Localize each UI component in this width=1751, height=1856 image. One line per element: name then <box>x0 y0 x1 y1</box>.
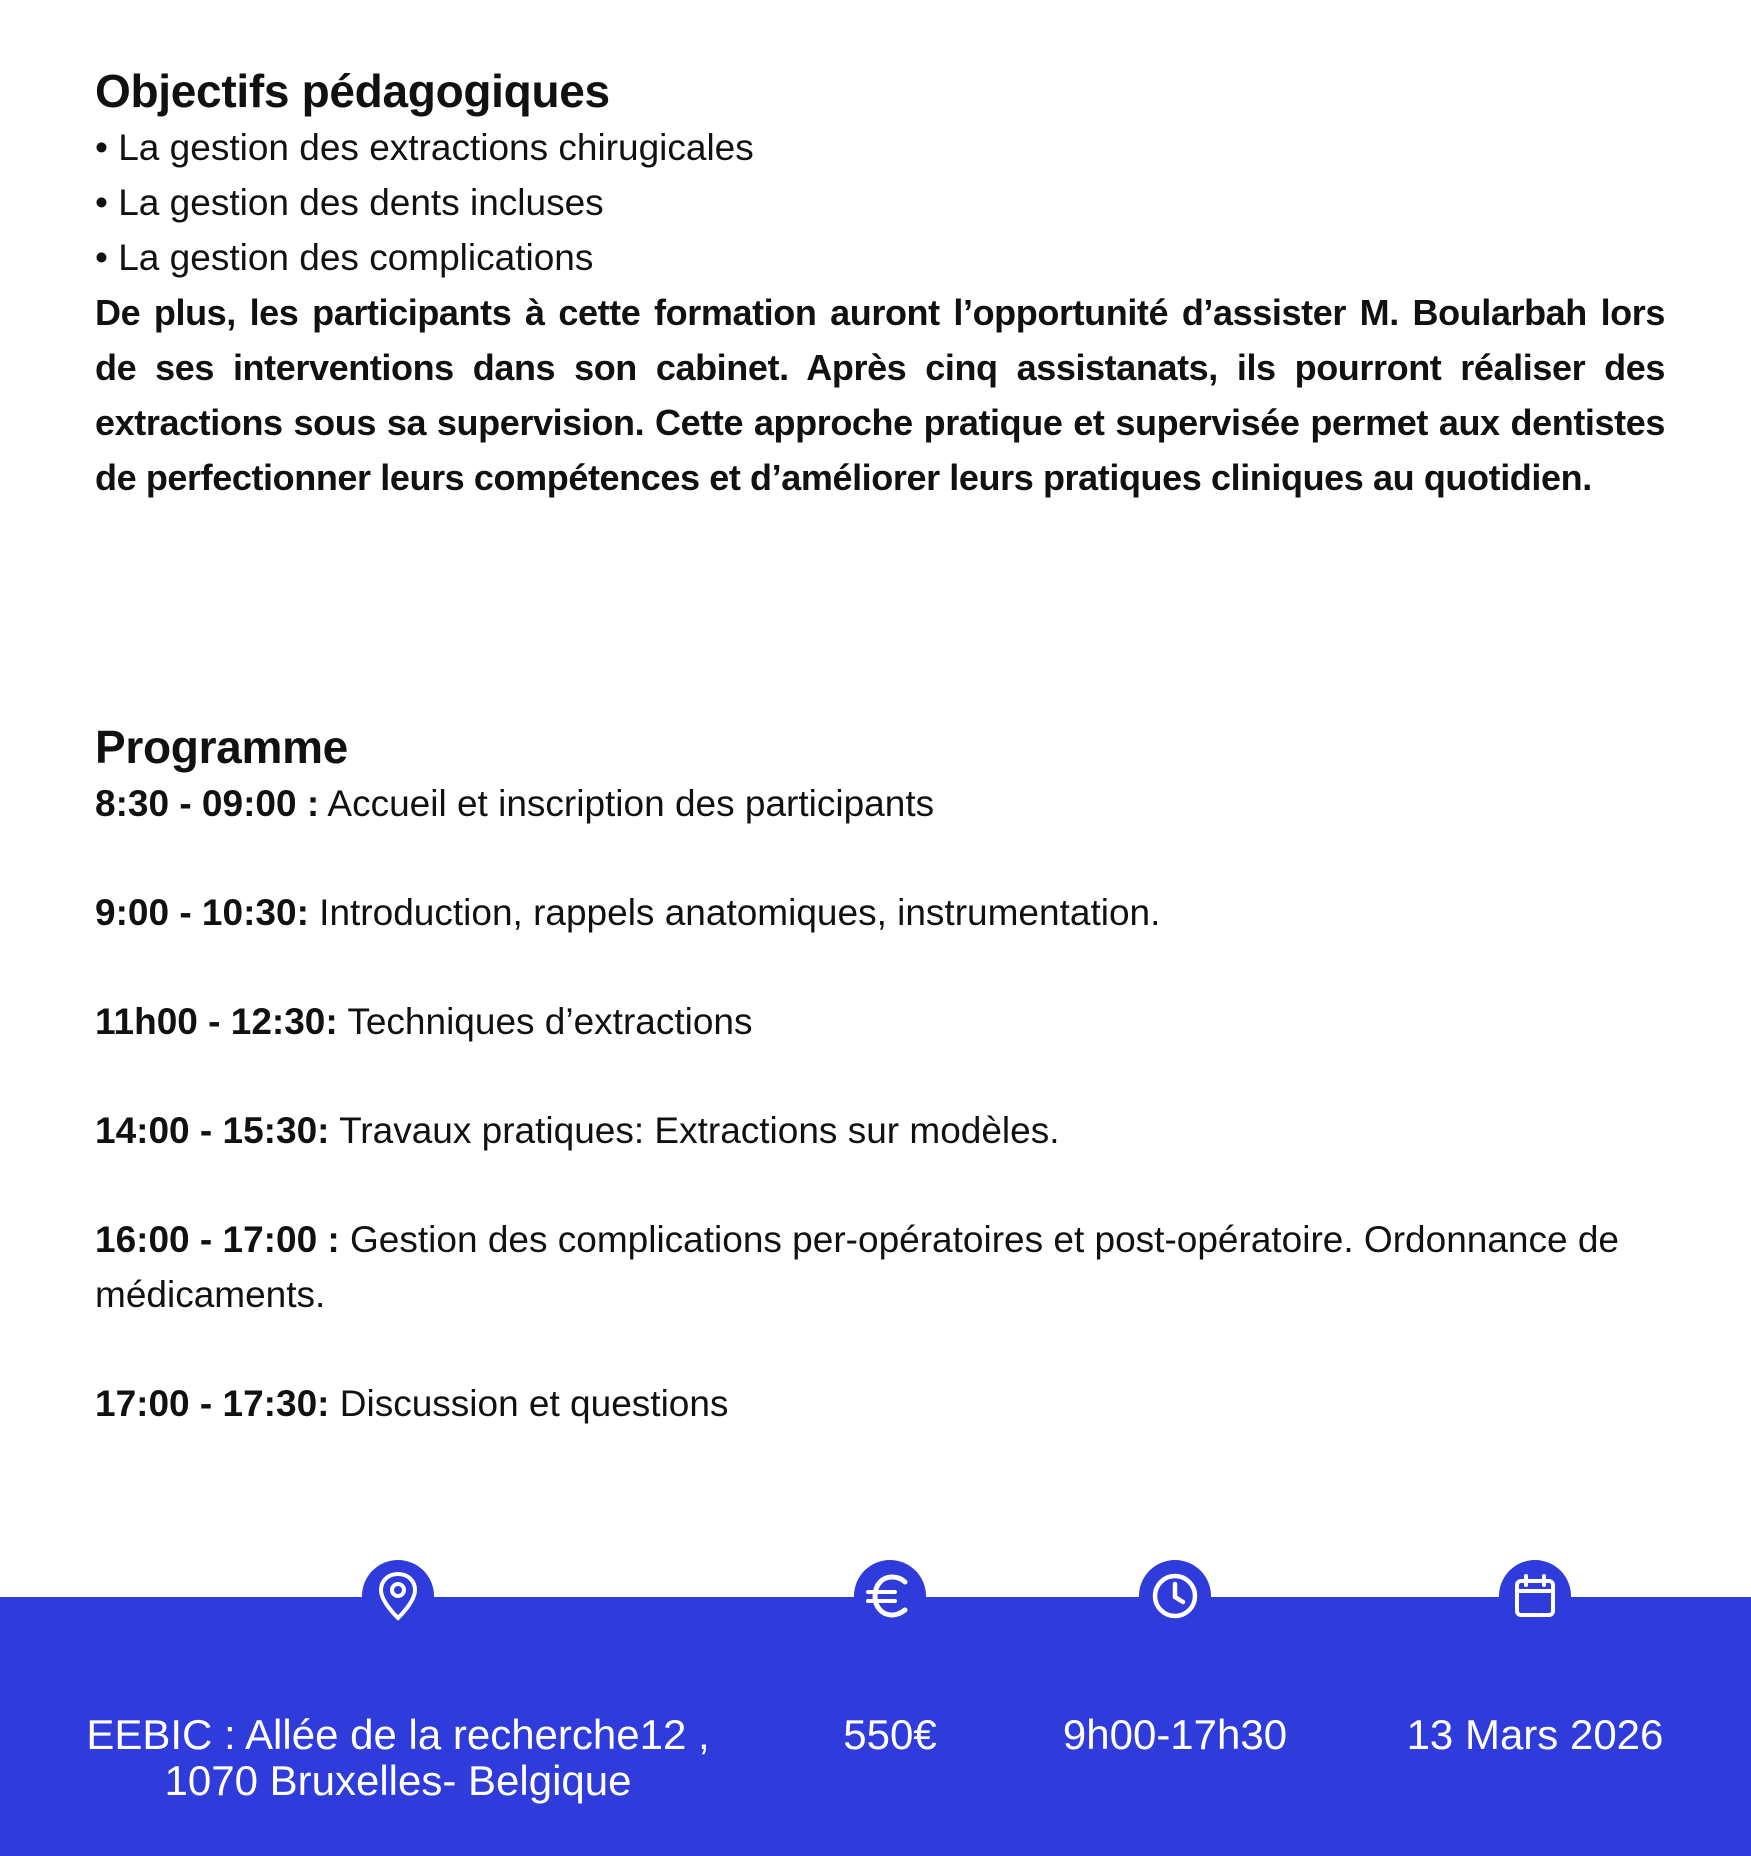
programme-entry <box>95 1212 1655 1322</box>
programme-text: Travaux pratiques: Extractions sur modèles. <box>329 1110 1060 1151</box>
programme-time: 8:30 - 09:00 : <box>95 783 320 824</box>
programme-time: 17:00 - 17:30: <box>95 1383 330 1424</box>
programme-entry <box>95 994 1655 1049</box>
info-date <box>1380 1560 1690 1758</box>
programme-text: Techniques d’extractions <box>337 1001 753 1042</box>
programme-time: 16:00 - 17:00 : <box>95 1219 340 1260</box>
info-hours <box>1040 1560 1310 1758</box>
programme-time: 9:00 - 10:30: <box>95 892 309 933</box>
objectifs-paragraph: De plus, les participants à cette formation auront l’opportunité d’assister M. Boularbah lors de ses interventions dans son cabinet. Après cinq assistanats, ils pourront réaliser des extractions sous sa supervision. Cette approche pratique et supervisée permet aux dentistes de perfectionner leurs compétences et d’améliorer leurs pratiques cliniques au quotidien. <box>95 292 1665 498</box>
programme-title: Programme <box>95 721 348 773</box>
programme-text: Accueil et inscription des participants <box>319 783 935 824</box>
programme-entry <box>95 1376 1655 1431</box>
info-price <box>790 1560 990 1758</box>
hours-text: 9h00-17h30 <box>1062 1711 1288 1758</box>
location-line2: 1070 Bruxelles- Belgique <box>164 1757 632 1804</box>
info-location <box>78 1560 718 1804</box>
objectif-item: • La gestion des complications <box>95 237 594 278</box>
objectif-item: • La gestion des dents incluses <box>95 182 604 223</box>
programme-text: Discussion et questions <box>329 1383 729 1424</box>
date-text: 13 Mars 2026 <box>1406 1711 1664 1758</box>
programme-time: 14:00 - 15:30: <box>95 1110 330 1151</box>
calendar-icon <box>1499 1560 1571 1632</box>
objectif-item: • La gestion des extractions chirugicales <box>95 127 754 168</box>
price-text: 550€ <box>843 1711 937 1758</box>
location-text <box>78 1712 718 1804</box>
clock-icon <box>1139 1560 1211 1632</box>
programme-entry <box>95 885 1655 940</box>
objectifs-title: Objectifs pédagogiques <box>95 65 610 117</box>
euro-icon <box>854 1560 926 1632</box>
programme-section <box>95 718 1655 1485</box>
programme-entry <box>95 1103 1655 1158</box>
location-pin-icon <box>362 1560 434 1632</box>
programme-text: Introduction, rappels anatomiques, instrumentation. <box>308 892 1161 933</box>
objectifs-section <box>95 62 1665 505</box>
programme-entry <box>95 776 1655 831</box>
programme-text: Gestion des complications per-opératoires et post-opératoire. Ordonnance de médicaments. <box>95 1219 1620 1315</box>
programme-time: 11h00 - 12:30: <box>95 1001 338 1042</box>
location-line1: EEBIC : Allée de la recherche12 , <box>86 1711 710 1758</box>
